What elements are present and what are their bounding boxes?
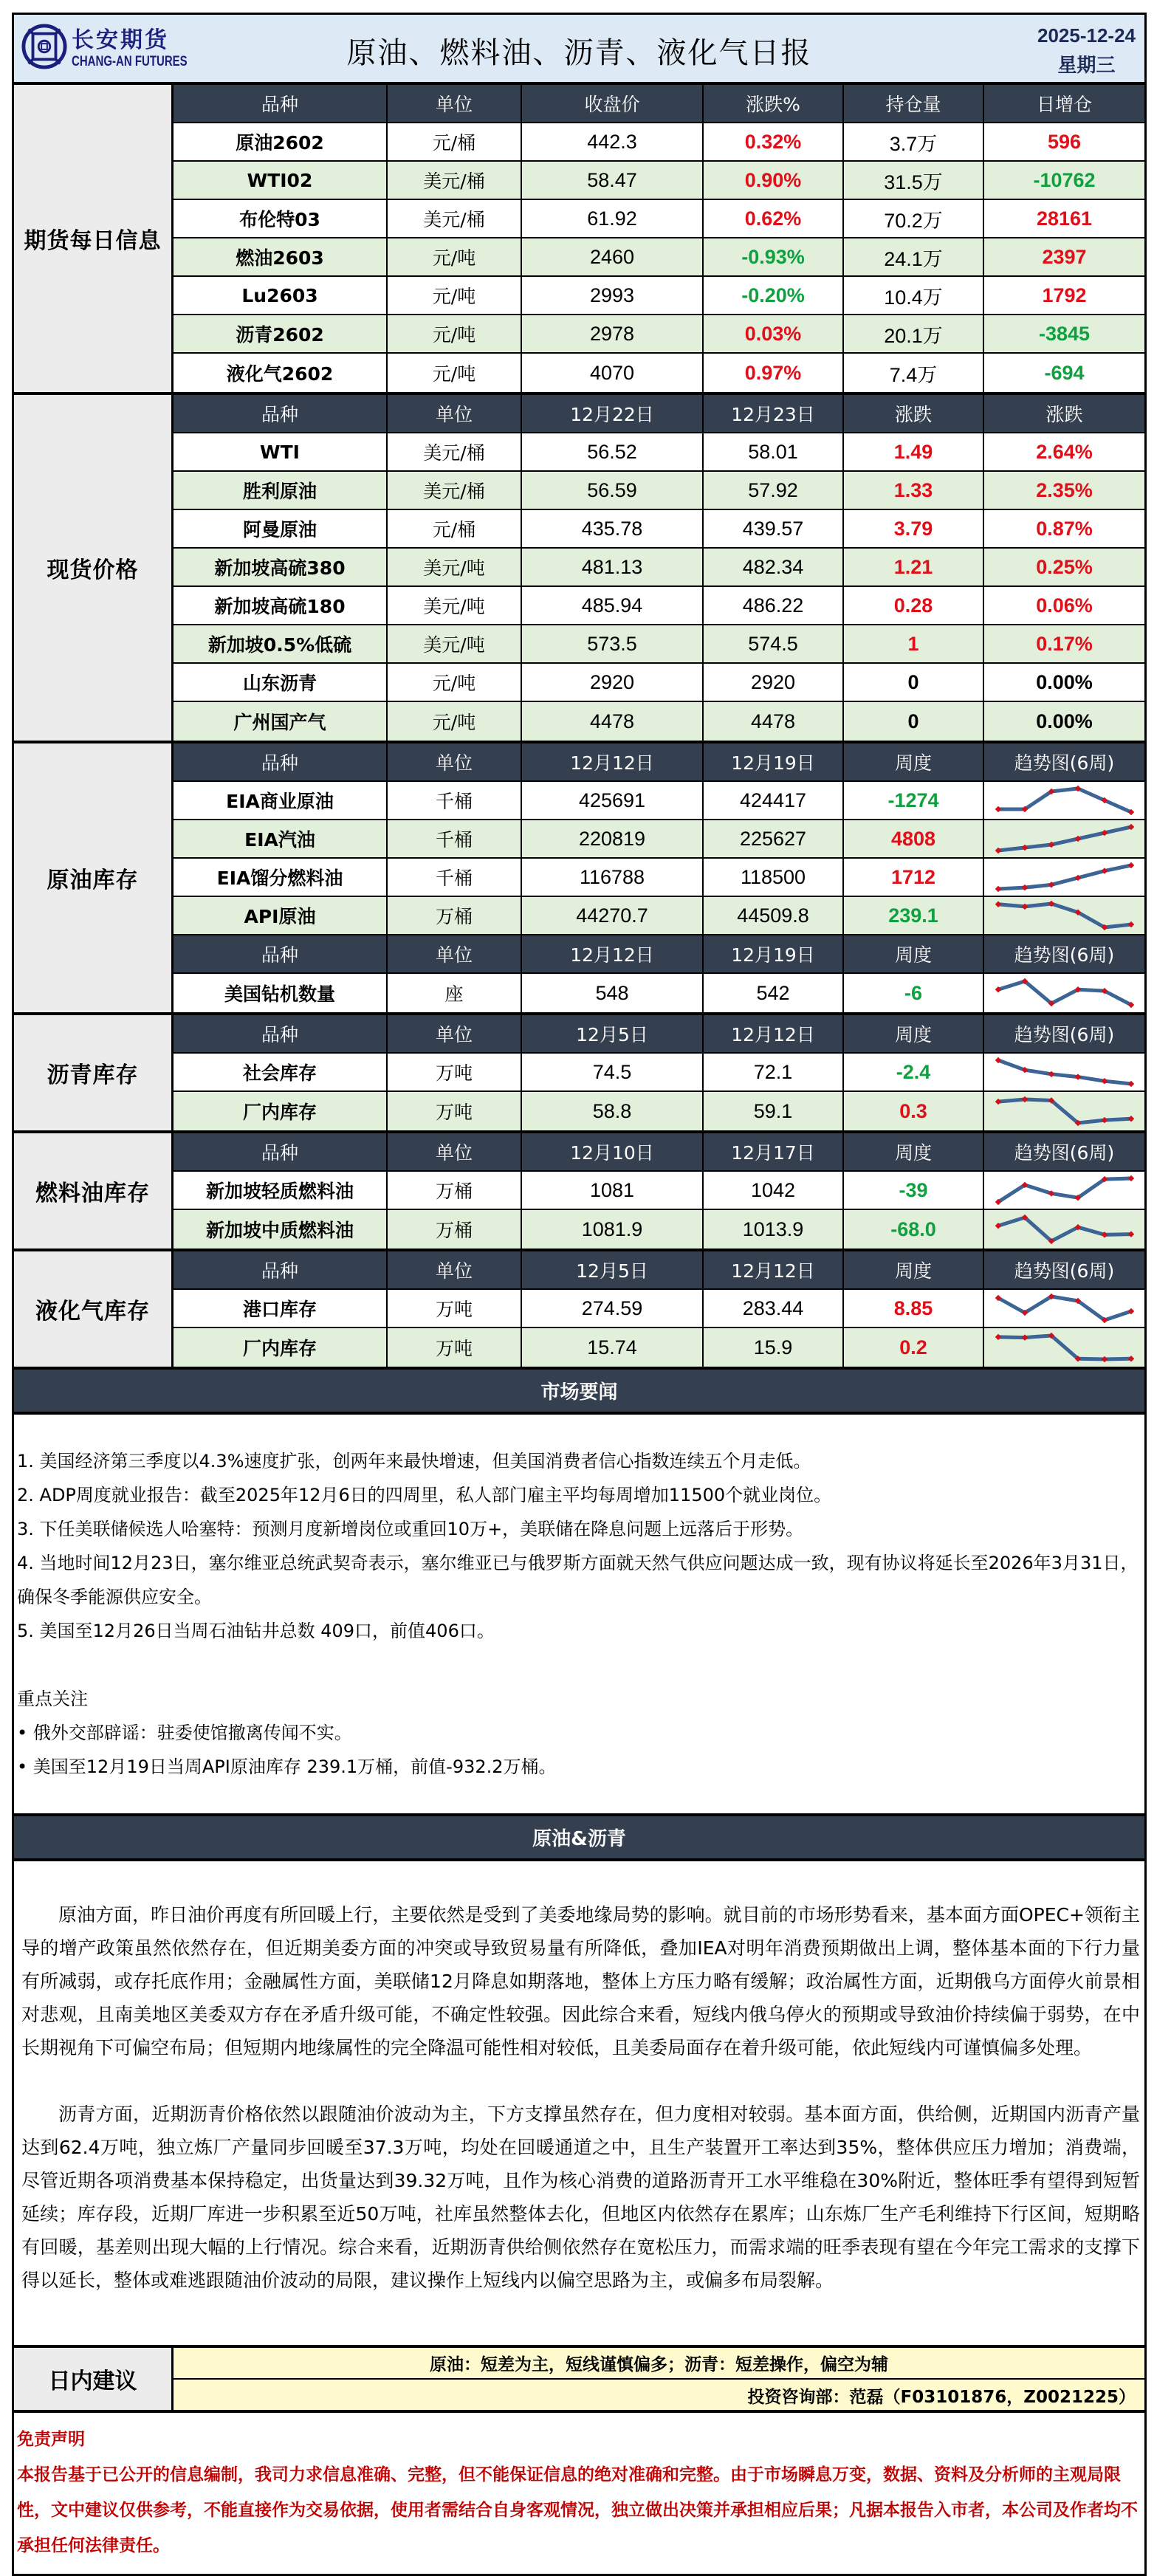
column-header: 品种 <box>174 1133 388 1170</box>
column-header: 品种 <box>174 743 388 780</box>
column-header: 单位 <box>388 935 522 972</box>
column-header: 12月5日 <box>522 1015 704 1052</box>
unit: 元/吨 <box>388 664 522 701</box>
prev-value: 44270.7 <box>522 897 704 934</box>
trend-chart <box>984 1210 1144 1248</box>
disclaimer-text: 本报告基于已公开的信息编制，我司力求信息准确、完整，但不能保证信息的绝对准确和完整。由于市场瞬息万变，数据、资料及分析师的主观局限性，文中建议仅供参考，不能直接作为交易依据，使用者需结合自身客观情况，独立做出决策并承担相应后果；凡据本报告入市者，本公司及作者均不承担任何法律责任。 <box>17 2465 1138 2555</box>
change-pct: 0.32% <box>704 123 844 160</box>
product-name: EIA馏分燃料油 <box>174 859 388 896</box>
table-row <box>174 664 1144 702</box>
report-title: 原油、燃料油、沥青、液化气日报 <box>346 36 812 70</box>
change-pct: 0.90% <box>704 162 844 199</box>
daily-oi-change: -10762 <box>1033 168 1096 191</box>
advice-text: 原油：短差为主，短线谨慎偏多；沥青：短差操作，偏空为辅 <box>174 2348 1144 2380</box>
change-pct: 0.25% <box>1036 555 1093 578</box>
change-pct: 0.17% <box>1036 632 1093 655</box>
futures-table <box>174 85 1144 392</box>
column-header: 12月17日 <box>704 1133 844 1170</box>
news-item: 4. 当地时间12月23日，塞尔维亚总统武契奇表示，塞尔维亚已与俄罗斯方面就天然气供应问题达成一致，现有协议将延长至2026年3月31日，确保冬季能源供应安全。 <box>17 1553 1139 1607</box>
focus-item: • 美国至12月19日当周API原油库存 239.1万桶，前值-932.2万桶。 <box>17 1756 557 1777</box>
trend-chart <box>984 782 1144 819</box>
unit: 千桶 <box>388 820 522 857</box>
table-row <box>174 1054 1144 1092</box>
change-pct: 0.06% <box>1036 594 1093 616</box>
column-header: 12月23日 <box>704 395 844 432</box>
current-value: 542 <box>704 974 844 1012</box>
change-pct: -0.93% <box>704 238 844 275</box>
prev-price: 485.94 <box>522 587 704 624</box>
column-header: 周度 <box>844 1133 984 1170</box>
advice-label: 日内建议 <box>14 2348 174 2410</box>
column-header: 12月22日 <box>522 395 704 432</box>
asphalt-inventory-table <box>174 1015 1144 1130</box>
prev-price: 56.59 <box>522 472 704 509</box>
trend-chart <box>984 1172 1144 1209</box>
column-header: 趋势图(6周) <box>1014 752 1115 774</box>
prev-value: 116788 <box>522 859 704 896</box>
prev-price: 573.5 <box>522 625 704 662</box>
prev-value: 1081.9 <box>522 1210 704 1248</box>
section-label: 期货每日信息 <box>14 85 174 392</box>
prev-value: 548 <box>522 974 704 1012</box>
product-name: 新加坡轻质燃料油 <box>174 1172 388 1209</box>
product-name: 胜利原油 <box>174 472 388 509</box>
table-header-row <box>174 1133 1144 1172</box>
crude-inventory-section <box>14 743 1144 1015</box>
logo-english-name: CHANG-AN FUTURES <box>72 52 188 69</box>
daily-oi-change: -694 <box>1044 361 1085 384</box>
trend-chart <box>984 897 1144 934</box>
report-header <box>14 15 1144 85</box>
change: 0.28 <box>844 587 984 624</box>
trend-sparkline-icon <box>991 822 1139 855</box>
change-pct: 0.97% <box>704 354 844 392</box>
column-header: 单位 <box>388 1015 522 1052</box>
contract-name: WTI02 <box>174 162 388 199</box>
column-header: 周度 <box>844 1015 984 1052</box>
table-row <box>174 625 1144 664</box>
unit: 美元/桶 <box>388 162 522 199</box>
product-name: 新加坡0.5%低硫 <box>174 625 388 662</box>
table-row <box>174 162 1144 200</box>
news-item: 3. 下任美联储候选人哈塞特：预测月度新增岗位或重回10万+，美联储在降息问题上远落后于形势。 <box>17 1519 804 1539</box>
change-pct: 2.35% <box>1036 478 1093 501</box>
trend-chart <box>984 1328 1144 1367</box>
daily-oi-change: 28161 <box>1036 207 1093 230</box>
column-header: 12月12日 <box>522 935 704 972</box>
column-header: 12月5日 <box>522 1251 704 1288</box>
trend-chart <box>984 974 1144 1012</box>
open-interest: 31.5万 <box>844 162 984 199</box>
section-label: 现货价格 <box>14 395 174 741</box>
table-row <box>174 1290 1144 1328</box>
weekly-change: -6 <box>844 974 984 1012</box>
asphalt-analysis-paragraph: 沥青方面，近期沥青价格依然以跟随油价波动为主，下方支撑虽然存在，但力度相对较弱。基本面方面，供给侧，近期国内沥青产量达到62.4万吨，独立炼厂产量同步回暖至37.3万吨，均处在回暖通道之中，且生产装置开工率达到35%，整体供应压力增加；消费端，尽管近期各项消费基本保持稳定，出货量达到39.32万吨，且作为核心消费的道路沥青开工水平维稳在30%附近，整体旺季有望得到短暂延续；库存段，近期厂库进一步积累至近50万吨，社库虽然整体去化，但地区内依然存在累库；山东炼厂生产毛利维持下行区间，短期略有回暖，基差则出现大幅的上行情况。综合来看，近期沥青供给侧依然存在宽松压力，而需求端的旺季表现有望在今年完工需求的支撑下得以延长，整体或难逃跟随油价波动的局限，建议操作上短线内以偏空思路为主，或偏多布局裂解。 <box>21 2103 1140 2291</box>
product-name: 厂内库存 <box>174 1092 388 1130</box>
change-pct: 0.03% <box>704 315 844 352</box>
table-header-row <box>174 395 1144 433</box>
current-price: 439.57 <box>704 510 844 547</box>
table-row <box>174 782 1144 820</box>
table-row <box>174 1328 1144 1367</box>
change: 3.79 <box>844 510 984 547</box>
column-header: 单位 <box>388 1133 522 1170</box>
contract-name: 原油2602 <box>174 123 388 160</box>
unit: 美元/桶 <box>388 200 522 237</box>
news-item: 5. 美国至12月26日当周石油钻井总数 409口，前值406口。 <box>17 1621 495 1641</box>
unit: 万吨 <box>388 1328 522 1367</box>
section-label: 沥青库存 <box>14 1015 174 1130</box>
column-header: 单位 <box>388 743 522 780</box>
fuel-inventory-table <box>174 1133 1144 1248</box>
spot-section <box>14 395 1144 743</box>
close-price: 61.92 <box>522 200 704 237</box>
table-row <box>174 820 1144 859</box>
section-label: 液化气库存 <box>14 1251 174 1367</box>
close-price: 2978 <box>522 315 704 352</box>
fuel-inventory-section <box>14 1133 1144 1251</box>
crude-analysis-paragraph: 原油方面，昨日油价再度有所回暖上行，主要依然是受到了美委地缘局势的影响。就目前的市场形势看来，基本面方面OPEC+领衔主导的增产政策虽然依然存在，但近期美委方面的冲突或导致贸易量有所降低，叠加IEA对明年消费预期做出上调，整体基本面的下行力量有所减弱，或存托底作用；金融属性方面，美联储12月降息如期落地，整体上方压力略有缓解；政治属性方面，近期俄乌方面停火前景相对悲观，且南美地区美委双方存在矛盾升级可能，不确定性较强。因此综合来看，短线内俄乌停火的预期或导致油价持续偏于弱势，在中长期视角下可偏空布局；但短期内地缘属性的完全降温可能性相对较低，且美委局面存在着升级可能，依此短线内可谨慎偏多处理。 <box>21 1904 1140 2058</box>
weekly-change: 1712 <box>844 859 984 896</box>
lpg-inventory-section <box>14 1251 1144 1370</box>
column-header: 持仓量 <box>844 85 984 122</box>
asphalt-inventory-section <box>14 1015 1144 1133</box>
unit: 座 <box>388 974 522 1012</box>
contract-name: 燃油2603 <box>174 238 388 275</box>
table-row <box>174 510 1144 549</box>
open-interest: 20.1万 <box>844 315 984 352</box>
disclaimer <box>14 2413 1144 2574</box>
unit: 元/桶 <box>388 123 522 160</box>
column-header: 12月12日 <box>704 1015 844 1052</box>
current-value: 1042 <box>704 1172 844 1209</box>
prev-value: 1081 <box>522 1172 704 1209</box>
trend-sparkline-icon <box>991 1331 1139 1364</box>
prev-value: 74.5 <box>522 1054 704 1090</box>
trend-chart <box>984 1054 1144 1090</box>
disclaimer-title: 免责声明 <box>17 2430 85 2449</box>
column-header: 趋势图(6周) <box>1014 1024 1115 1045</box>
unit: 万吨 <box>388 1290 522 1327</box>
weekly-change: 239.1 <box>844 897 984 934</box>
trend-sparkline-icon <box>991 977 1139 1009</box>
product-name: 港口库存 <box>174 1290 388 1327</box>
section-label: 燃料油库存 <box>14 1133 174 1248</box>
table-row <box>174 702 1144 741</box>
product-name: EIA商业原油 <box>174 782 388 819</box>
current-price: 482.34 <box>704 549 844 585</box>
change: 1 <box>844 625 984 662</box>
current-value: 72.1 <box>704 1054 844 1090</box>
prev-price: 4478 <box>522 702 704 741</box>
column-header: 单位 <box>388 395 522 432</box>
table-header-row <box>174 935 1144 974</box>
trend-sparkline-icon <box>991 899 1139 932</box>
unit: 美元/桶 <box>388 433 522 470</box>
table-row <box>174 1092 1144 1130</box>
current-value: 283.44 <box>704 1290 844 1327</box>
product-name: 厂内库存 <box>174 1328 388 1367</box>
prev-price: 481.13 <box>522 549 704 585</box>
table-row <box>174 123 1144 162</box>
column-header: 趋势图(6周) <box>1014 944 1115 966</box>
table-header-row <box>174 85 1144 123</box>
column-header: 品种 <box>174 935 388 972</box>
open-interest: 7.4万 <box>844 354 984 392</box>
table-header-row <box>174 1251 1144 1290</box>
change-pct: 0.87% <box>1036 517 1093 540</box>
change: 1.33 <box>844 472 984 509</box>
current-value: 59.1 <box>704 1092 844 1130</box>
unit: 万桶 <box>388 1210 522 1248</box>
close-price: 2993 <box>522 277 704 314</box>
unit: 美元/吨 <box>388 549 522 585</box>
trend-sparkline-icon <box>991 1056 1139 1088</box>
weekly-change: -2.4 <box>844 1054 984 1090</box>
open-interest: 24.1万 <box>844 238 984 275</box>
unit: 美元/吨 <box>388 625 522 662</box>
current-price: 2920 <box>704 664 844 701</box>
close-price: 442.3 <box>522 123 704 160</box>
change-pct: 0.00% <box>1036 710 1093 732</box>
table-row <box>174 433 1144 472</box>
unit: 万吨 <box>388 1054 522 1090</box>
column-header: 12月19日 <box>704 935 844 972</box>
daily-oi-change: 2397 <box>1042 245 1087 268</box>
table-row <box>174 974 1144 1012</box>
table-row <box>174 238 1144 277</box>
column-header: 12月12日 <box>522 743 704 780</box>
product-name: 新加坡中质燃料油 <box>174 1210 388 1248</box>
prev-price: 435.78 <box>522 510 704 547</box>
table-row <box>174 549 1144 587</box>
open-interest: 70.2万 <box>844 200 984 237</box>
crude-inventory-table <box>174 743 1144 1012</box>
trend-chart <box>984 1092 1144 1130</box>
trend-sparkline-icon <box>991 1095 1139 1127</box>
analysis-title: 原油&沥青 <box>14 1816 1144 1861</box>
product-name: 新加坡高硫380 <box>174 549 388 585</box>
daily-oi-change: -3845 <box>1038 322 1091 345</box>
logo-chinese-name: 长安期货 <box>72 27 169 53</box>
change-pct: -0.20% <box>704 277 844 314</box>
spot-table <box>174 395 1144 741</box>
trend-sparkline-icon <box>991 1213 1139 1246</box>
product-name: 阿曼原油 <box>174 510 388 547</box>
table-row <box>174 200 1144 238</box>
column-header: 涨跌 <box>1045 404 1083 425</box>
current-value: 1013.9 <box>704 1210 844 1248</box>
product-name: EIA汽油 <box>174 820 388 857</box>
trend-chart <box>984 820 1144 857</box>
open-interest: 3.7万 <box>844 123 984 160</box>
prev-value: 58.8 <box>522 1092 704 1130</box>
change: 0 <box>844 664 984 701</box>
column-header: 收盘价 <box>522 85 704 122</box>
trend-chart <box>984 859 1144 896</box>
table-row <box>174 354 1144 392</box>
table-header-row <box>174 1015 1144 1054</box>
column-header: 日增仓 <box>1036 94 1092 115</box>
product-name: 社会库存 <box>174 1054 388 1090</box>
intraday-advice <box>14 2348 1144 2413</box>
change-pct: 2.64% <box>1036 440 1093 463</box>
close-price: 4070 <box>522 354 704 392</box>
column-header: 涨跌 <box>844 395 984 432</box>
weekly-change: -39 <box>844 1172 984 1209</box>
close-price: 2460 <box>522 238 704 275</box>
prev-price: 2920 <box>522 664 704 701</box>
column-header: 品种 <box>174 1015 388 1052</box>
open-interest: 10.4万 <box>844 277 984 314</box>
column-header: 趋势图(6周) <box>1014 1260 1115 1282</box>
report-date-block <box>1037 21 1136 80</box>
trend-sparkline-icon <box>991 1174 1139 1206</box>
report-page <box>12 13 1147 2576</box>
column-header: 品种 <box>174 1251 388 1288</box>
lpg-inventory-table <box>174 1251 1144 1367</box>
column-header: 品种 <box>174 85 388 122</box>
product-name: 新加坡高硫180 <box>174 587 388 624</box>
prev-value: 220819 <box>522 820 704 857</box>
focus-item: • 俄外交部辟谣：驻委使馆撤离传闻不实。 <box>17 1723 352 1743</box>
analysis-body <box>14 1861 1144 2348</box>
weekly-change: 8.85 <box>844 1290 984 1327</box>
column-header: 单位 <box>388 85 522 122</box>
product-name: 广州国产气 <box>174 702 388 741</box>
table-row <box>174 315 1144 354</box>
futures-section <box>14 85 1144 395</box>
weekly-change: 0.2 <box>844 1328 984 1367</box>
current-price: 486.22 <box>704 587 844 624</box>
contract-name: Lu2603 <box>174 277 388 314</box>
unit: 元/吨 <box>388 315 522 352</box>
trend-sparkline-icon <box>991 784 1139 817</box>
unit: 万吨 <box>388 1092 522 1130</box>
unit: 元/吨 <box>388 354 522 392</box>
trend-sparkline-icon <box>991 861 1139 893</box>
column-header: 趋势图(6周) <box>1014 1142 1115 1164</box>
news-item: 1. 美国经济第三季度以4.3%速度扩张，创两年来最快增速，但美国消费者信心指数连续五个月走低。 <box>17 1451 811 1471</box>
report-date: 2025-12-24 <box>1037 24 1136 47</box>
unit: 万桶 <box>388 897 522 934</box>
unit: 万桶 <box>388 1172 522 1209</box>
current-value: 15.9 <box>704 1328 844 1367</box>
unit: 美元/吨 <box>388 587 522 624</box>
column-header: 12月10日 <box>522 1133 704 1170</box>
prev-price: 56.52 <box>522 433 704 470</box>
change: 1.21 <box>844 549 984 585</box>
weekly-change: 4808 <box>844 820 984 857</box>
weekly-change: 0.3 <box>844 1092 984 1130</box>
table-row <box>174 1210 1144 1248</box>
unit: 千桶 <box>388 782 522 819</box>
current-price: 57.92 <box>704 472 844 509</box>
column-header: 品种 <box>174 395 388 432</box>
news-item: 2. ADP周度就业报告：截至2025年12月6日的四周里，私人部门雇主平均每周增加11500个就业岗位。 <box>17 1485 832 1505</box>
unit: 千桶 <box>388 859 522 896</box>
current-value: 424417 <box>704 782 844 819</box>
trend-sparkline-icon <box>991 1292 1139 1325</box>
table-row <box>174 859 1144 897</box>
column-header: 12月12日 <box>704 1251 844 1288</box>
unit: 元/吨 <box>388 277 522 314</box>
daily-oi-change: 596 <box>1047 130 1082 153</box>
table-row <box>174 587 1144 625</box>
close-price: 58.47 <box>522 162 704 199</box>
report-weekday: 星期三 <box>1057 54 1116 76</box>
daily-oi-change: 1792 <box>1042 284 1087 306</box>
current-price: 58.01 <box>704 433 844 470</box>
change: 0 <box>844 702 984 741</box>
current-value: 118500 <box>704 859 844 896</box>
product-name: 山东沥青 <box>174 664 388 701</box>
prev-value: 425691 <box>522 782 704 819</box>
table-row <box>174 472 1144 510</box>
column-header: 周度 <box>844 743 984 780</box>
product-name: WTI <box>174 433 388 470</box>
weekly-change: -68.0 <box>844 1210 984 1248</box>
product-name: 美国钻机数量 <box>174 974 388 1012</box>
column-header: 12月19日 <box>704 743 844 780</box>
column-header: 周度 <box>844 1251 984 1288</box>
column-header: 涨跌% <box>704 85 844 122</box>
trend-chart <box>984 1290 1144 1327</box>
table-header-row <box>174 743 1144 782</box>
column-header: 周度 <box>844 935 984 972</box>
unit: 元/吨 <box>388 238 522 275</box>
change: 1.49 <box>844 433 984 470</box>
market-news-body <box>14 1415 1144 1816</box>
weekly-change: -1274 <box>844 782 984 819</box>
unit: 元/桶 <box>388 510 522 547</box>
current-value: 225627 <box>704 820 844 857</box>
table-row <box>174 277 1144 315</box>
section-label: 原油库存 <box>14 743 174 1012</box>
prev-value: 15.74 <box>522 1328 704 1367</box>
contract-name: 沥青2602 <box>174 315 388 352</box>
market-news-title: 市场要闻 <box>14 1370 1144 1415</box>
current-value: 44509.8 <box>704 897 844 934</box>
column-header: 单位 <box>388 1251 522 1288</box>
table-row <box>174 1172 1144 1210</box>
contract-name: 布伦特03 <box>174 200 388 237</box>
current-price: 574.5 <box>704 625 844 662</box>
advice-author: 投资咨询部：范磊（F03101876，Z0021225） <box>747 2388 1136 2407</box>
change-pct: 0.00% <box>1036 670 1093 693</box>
contract-name: 液化气2602 <box>174 354 388 392</box>
current-price: 4478 <box>704 702 844 741</box>
table-row <box>174 897 1144 935</box>
unit: 元/吨 <box>388 702 522 741</box>
unit: 美元/桶 <box>388 472 522 509</box>
focus-title: 重点关注 <box>17 1689 88 1709</box>
change-pct: 0.62% <box>704 200 844 237</box>
product-name: API原油 <box>174 897 388 934</box>
prev-value: 274.59 <box>522 1290 704 1327</box>
